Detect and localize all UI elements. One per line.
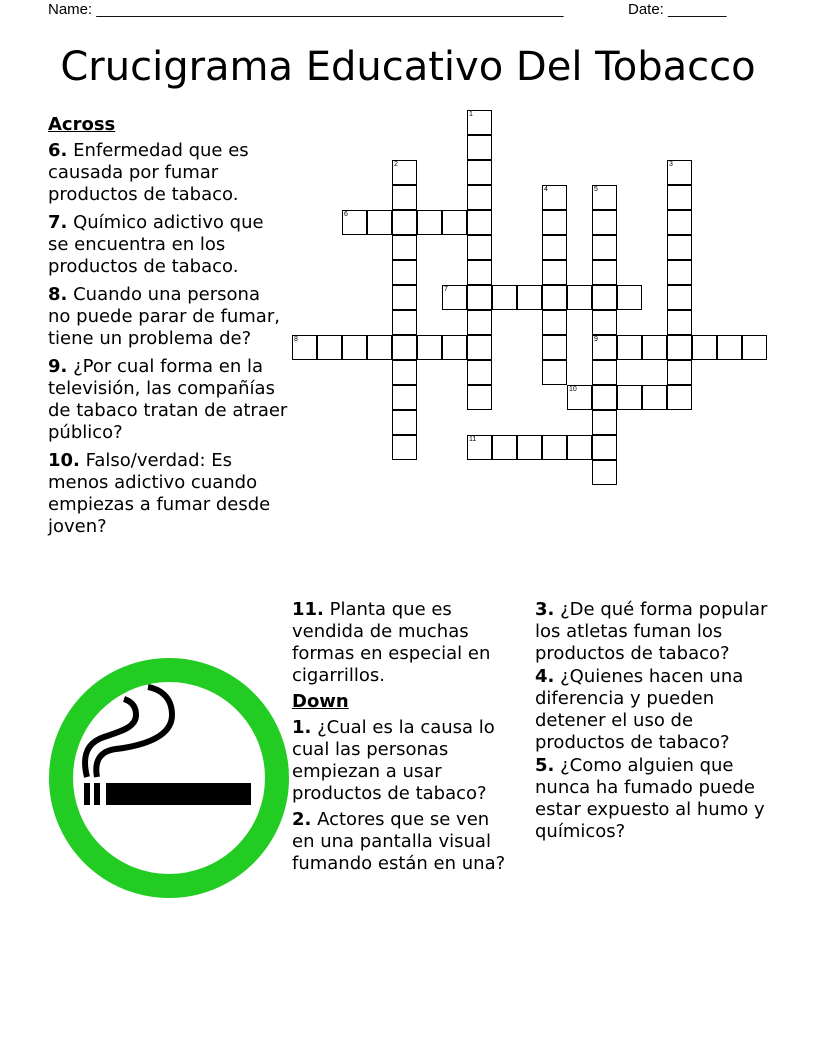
clue-down-1: 1. ¿Cual es la causa lo cual las personas empiezan a usar productos de tabaco? <box>292 717 495 804</box>
down-heading: Down <box>292 691 349 712</box>
grid-number: 4 <box>544 186 548 193</box>
clue-across-7: 7. Químico adictivo que se encuentra en los productos de tabaco. <box>48 212 264 277</box>
grid-cell[interactable] <box>467 110 492 135</box>
grid-cell[interactable] <box>592 310 617 335</box>
grid-cell[interactable] <box>592 285 617 310</box>
grid-cell[interactable] <box>567 285 592 310</box>
grid-cell[interactable] <box>467 385 492 410</box>
grid-cell[interactable] <box>467 260 492 285</box>
name-field[interactable]: Name: ________________________________________________________ <box>48 1 564 18</box>
grid-cell[interactable] <box>592 260 617 285</box>
grid-number: 3 <box>669 161 673 168</box>
grid-number: 2 <box>394 161 398 168</box>
grid-cell[interactable] <box>517 285 542 310</box>
clue-across-11: 11. Planta que es vendida de muchas formas en especial en cigarrillos. <box>292 599 491 686</box>
grid-cell[interactable] <box>517 435 542 460</box>
across-heading: Across <box>48 114 116 135</box>
clue-across-8: 8. Cuando una persona no puede parar de fumar, tiene un problema de? <box>48 284 280 349</box>
grid-cell[interactable] <box>392 210 417 235</box>
grid-cell[interactable] <box>542 210 567 235</box>
cigarette-body <box>106 783 251 805</box>
grid-cell[interactable] <box>292 335 317 360</box>
grid-cell[interactable] <box>392 235 417 260</box>
grid-number: 11 <box>469 436 477 443</box>
grid-cell[interactable] <box>467 335 492 360</box>
grid-cell[interactable] <box>492 435 517 460</box>
grid-cell[interactable] <box>542 360 567 385</box>
grid-cell[interactable] <box>392 185 417 210</box>
grid-cell[interactable] <box>417 335 442 360</box>
grid-cell[interactable] <box>667 260 692 285</box>
clue-down-5: 5. ¿Como alguien que nunca ha fumado puede estar expuesto al humo y químicos? <box>535 755 765 842</box>
clue-across-9: 9. ¿Por cual forma en la televisión, las compañías de tabaco tratan de atraer público? <box>48 356 288 443</box>
clue-down-2: 2. Actores que se ven en una pantalla visual fumando están en una? <box>292 809 506 874</box>
grid-cell[interactable] <box>667 285 692 310</box>
grid-cell[interactable] <box>467 310 492 335</box>
grid-cell[interactable] <box>442 285 467 310</box>
grid-cell[interactable] <box>592 335 617 360</box>
grid-cell[interactable] <box>617 385 642 410</box>
grid-cell[interactable] <box>542 185 567 210</box>
cigarette-filter-1 <box>84 783 90 805</box>
grid-cell[interactable] <box>342 210 367 235</box>
grid-cell[interactable] <box>592 385 617 410</box>
grid-cell[interactable] <box>542 335 567 360</box>
grid-number: 7 <box>444 286 448 293</box>
grid-cell[interactable] <box>542 285 567 310</box>
grid-cell[interactable] <box>492 285 517 310</box>
clue-down-4: 4. ¿Quienes hacen una diferencia y pueden detener el uso de productos de tabaco? <box>535 666 744 753</box>
grid-cell[interactable] <box>592 410 617 435</box>
grid-cell[interactable] <box>392 435 417 460</box>
grid-cell[interactable] <box>667 335 692 360</box>
grid-cell[interactable] <box>542 235 567 260</box>
grid-cell[interactable] <box>692 335 717 360</box>
grid-cell[interactable] <box>592 235 617 260</box>
across-clues <box>48 114 288 544</box>
clue-down-3: 3. ¿De qué forma popular los atletas fuman los productos de tabaco? <box>535 599 768 664</box>
grid-cell[interactable] <box>592 360 617 385</box>
grid-number: 9 <box>594 336 598 343</box>
grid-cell[interactable] <box>667 235 692 260</box>
grid-cell[interactable] <box>542 435 567 460</box>
grid-cell[interactable] <box>467 210 492 235</box>
grid-cell[interactable] <box>367 335 392 360</box>
grid-number: 10 <box>569 386 577 393</box>
date-field[interactable]: Date: _______ <box>628 1 727 18</box>
grid-cell[interactable] <box>642 385 667 410</box>
grid-cell[interactable] <box>667 360 692 385</box>
grid-cell[interactable] <box>392 160 417 185</box>
grid-cell[interactable] <box>442 210 467 235</box>
grid-cell[interactable] <box>667 160 692 185</box>
grid-cell[interactable] <box>467 185 492 210</box>
clue-across-6: 6. Enfermedad que es causada por fumar productos de tabaco. <box>48 140 249 205</box>
grid-number: 8 <box>294 336 298 343</box>
grid-cell[interactable] <box>392 385 417 410</box>
no-smoking-icon <box>48 657 290 899</box>
grid-cell[interactable] <box>467 435 492 460</box>
page-title: Crucigrama Educativo Del Tobacco <box>60 44 756 90</box>
clue-across-10: 10. Falso/verdad: Es menos adictivo cuando empiezas a fumar desde joven? <box>48 450 271 537</box>
grid-cell[interactable] <box>617 335 642 360</box>
grid-number: 5 <box>594 186 598 193</box>
grid-cell[interactable] <box>467 360 492 385</box>
grid-cell[interactable] <box>742 335 767 360</box>
grid-cell[interactable] <box>342 335 367 360</box>
grid-cell[interactable] <box>392 310 417 335</box>
grid-cell[interactable] <box>392 360 417 385</box>
grid-cell[interactable] <box>592 185 617 210</box>
grid-cell[interactable] <box>542 310 567 335</box>
header <box>48 0 748 20</box>
grid-cell[interactable] <box>592 460 617 485</box>
grid-cell[interactable] <box>392 260 417 285</box>
grid-cell[interactable] <box>667 185 692 210</box>
grid-cell[interactable] <box>667 310 692 335</box>
grid-cell[interactable] <box>667 385 692 410</box>
grid-cell[interactable] <box>392 335 417 360</box>
grid-cell[interactable] <box>467 160 492 185</box>
grid-cell[interactable] <box>417 210 442 235</box>
grid-number: 6 <box>344 211 348 218</box>
cigarette-filter-2 <box>94 783 100 805</box>
grid-cell[interactable] <box>367 210 392 235</box>
grid-cell[interactable] <box>317 335 342 360</box>
grid-cell[interactable] <box>467 235 492 260</box>
clues-column-2 <box>292 599 517 879</box>
grid-cell[interactable] <box>667 210 692 235</box>
grid-cell[interactable] <box>567 435 592 460</box>
grid-cell[interactable] <box>442 335 467 360</box>
grid-cell[interactable] <box>592 435 617 460</box>
grid-cell[interactable] <box>392 285 417 310</box>
grid-cell[interactable] <box>467 285 492 310</box>
grid-cell[interactable] <box>642 335 667 360</box>
grid-cell[interactable] <box>617 285 642 310</box>
grid-cell[interactable] <box>542 260 567 285</box>
grid-cell[interactable] <box>392 410 417 435</box>
clues-column-3 <box>535 599 775 844</box>
grid-cell[interactable] <box>592 210 617 235</box>
grid-cell[interactable] <box>467 135 492 160</box>
grid-number: 1 <box>469 111 473 118</box>
grid-cell[interactable] <box>717 335 742 360</box>
grid-cell[interactable] <box>567 385 592 410</box>
